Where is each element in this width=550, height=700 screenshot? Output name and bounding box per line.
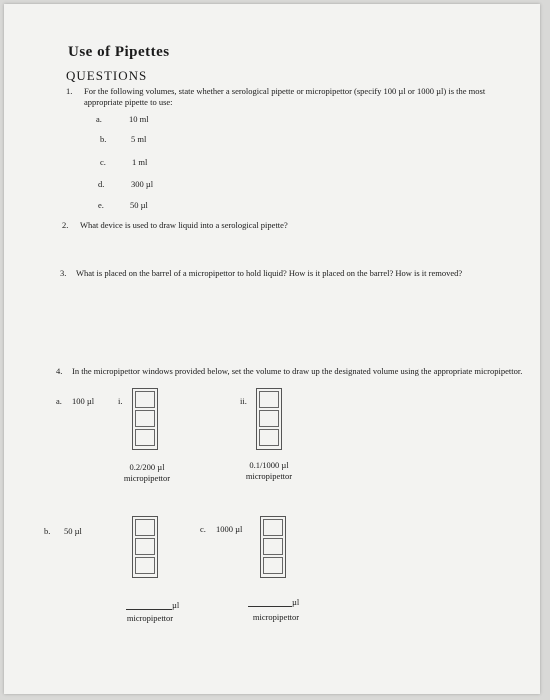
q4a-ii-range: 0.1/1000 µl [249,460,289,470]
digit-cell[interactable] [135,429,155,446]
q4c-letter: c. [200,524,206,534]
digit-cell[interactable] [135,410,155,427]
micropipettor-window-b[interactable] [132,516,158,578]
q4b-volume: 50 µl [64,526,82,536]
q2-number: 2. [62,220,69,230]
answer-blank[interactable] [126,608,172,610]
digit-cell[interactable] [263,538,283,555]
q1-item-value: 5 ml [131,134,147,144]
q4a-i-caption: micropipettor [123,473,171,483]
digit-cell[interactable] [259,429,279,446]
digit-cell[interactable] [135,519,155,536]
q1-item-value: 1 ml [132,157,148,167]
digit-cell[interactable] [263,519,283,536]
q1-item-letter: a. [96,114,102,124]
q4b-letter: b. [44,526,51,536]
q4a-ii-caption: micropipettor [245,471,293,481]
digit-cell[interactable] [259,410,279,427]
digit-cell[interactable] [263,557,283,574]
micropipettor-window-c[interactable] [260,516,286,578]
q4c-unit: µl [292,597,300,607]
digit-cell[interactable] [135,391,155,408]
micropipettor-window-a-i[interactable] [132,388,158,450]
q4a-i-range: 0.2/200 µl [129,462,165,472]
digit-cell[interactable] [135,538,155,555]
q1-item-letter: d. [98,179,105,189]
worksheet-page [4,4,540,694]
q4c-caption: micropipettor [252,612,300,622]
q1-item-letter: c. [100,157,106,167]
q4-text: In the micropipettor windows provided below, set the volume to draw up the designated volume using the appropriate micropipettor. [72,366,523,376]
micropipettor-window-a-ii[interactable] [256,388,282,450]
q4c-volume: 1000 µl [216,524,243,534]
q4a-i-label: i. [118,396,123,406]
q1-item-letter: b. [100,134,107,144]
answer-blank[interactable] [248,605,292,607]
page-title: Use of Pipettes [68,44,170,60]
q1-item-value: 10 ml [129,114,149,124]
q1-item-letter: e. [98,200,104,210]
q1-item-value: 50 µl [130,200,148,210]
q4b-unit: µl [172,600,180,610]
section-heading: QUESTIONS [66,68,148,83]
q4a-letter: a. [56,396,62,406]
q2-text: What device is used to draw liquid into a serological pipette? [80,220,288,230]
q4-number: 4. [56,366,63,376]
q4b-caption: micropipettor [126,613,174,623]
q1-text: For the following volumes, state whether a serological pipette or micropipettor (specify 100 µl or 1000 µl) is the most appropriate pipette to use: [84,86,486,107]
q4a-ii-label: ii. [240,396,247,406]
digit-cell[interactable] [135,557,155,574]
q3-text: What is placed on the barrel of a micropipettor to hold liquid? How is it placed on the barrel? How is it removed? [76,268,463,278]
q1-item-value: 300 µl [131,179,154,189]
q1-number: 1. [66,86,73,96]
digit-cell[interactable] [259,391,279,408]
q4a-volume: 100 µl [72,396,95,406]
q3-number: 3. [60,268,67,278]
